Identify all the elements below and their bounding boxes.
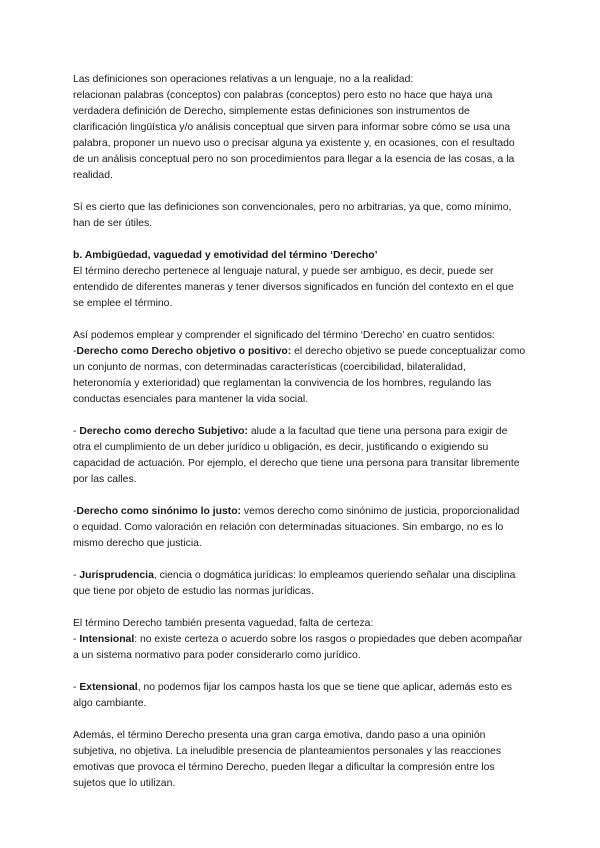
sense-text: alude a la facultad que tiene una persona para exigir de otra el cumplimiento de un deber jurídico u obligación, es decir, justificando o exigiendo su capacidad de actuación. Por ejemplo, el derecho que tiene una persona para transitar libremente por las calles.	[73, 426, 520, 485]
section-heading: b. Ambigüedad, vaguedad y emotividad del término ‘Derecho’	[73, 250, 378, 261]
sense-prefix: -	[73, 426, 80, 437]
paragraph-emotive-charge: Además, el término Derecho presenta una gran carga emotiva, dando paso a una opinión subjetiva, no objetiva. La ineludible presencia de planteamientos personales y las reacciones emotivas que provoca el término Derecho, pueden llegar a dificultar la compresión entre los sujetos que lo utilizan.	[73, 730, 502, 789]
sense-prefix: -	[73, 506, 77, 517]
item-text: , no podemos fijar los campos hasta los que se tiene que aplicar, además esto es algo cambiante.	[73, 682, 512, 709]
paragraph-definitions	[73, 72, 526, 184]
sense-text: , ciencia o dogmática jurídicas: lo empleamos queriendo señalar una disciplina que tiene por objeto de estudio las normas jurídicas.	[73, 570, 516, 597]
item-text: : no existe certeza o acuerdo sobre los rasgos o propiedades que deben acompañar a un sistema normativo para poder considerarlo como jurídico.	[73, 634, 523, 661]
vagueness-extensional	[73, 680, 526, 712]
vagueness-intro: El término Derecho también presenta vaguedad, falta de certeza:	[73, 618, 374, 629]
item-prefix: -	[73, 634, 80, 645]
paragraph-conventional: Sí es cierto que las definiciones son convencionales, pero no arbitrarias, ya que, como mínimo, han de ser útiles.	[73, 202, 512, 229]
paragraph-four-senses-intro: Así podemos emplear y comprender el significado del término ‘Derecho’ en cuatro sentidos:	[73, 330, 495, 341]
vagueness-intensional	[73, 632, 526, 664]
sense-text: el derecho objetivo se puede conceptualizar como un conjunto de normas, con determinadas características (coercibilidad, bilateralidad, heteronomía y exterioridad) que reglamentan la convivencia de los hombres, regulando las conductas esenciales para mantener la vida social.	[73, 346, 526, 405]
sense-prefix: -	[73, 570, 80, 581]
sense-prefix: -	[73, 346, 77, 357]
paragraph-line: relacionan palabras (conceptos) con palabras (conceptos) pero esto no hace que haya una verdadera definición de Derecho, simplemente estas definiciones son instrumentos de clarificación lingüística y/o análisis conceptual que sirven para informar sobre cómo se usa una palabra, proponer un nuevo uso o precisar alguna ya existente y, en ocasiones, con el resultado de un análisis conceptual pero no son procedimientos para llegar a la esencia de las cosas, a la realidad.	[73, 90, 515, 181]
vagueness-block	[73, 616, 526, 664]
paragraph-natural-language: El término derecho pertenece al lenguaje natural, y puede ser ambiguo, es decir, puede ser entendido de diferentes maneras y tener diversos significados en función del contexto en el que se emplee el término.	[73, 266, 514, 309]
sense-text: vemos derecho como sinónimo de justicia, proporcionalidad o equidad. Como valoración en relación con determinadas situaciones. Sin embargo, no es lo mismo derecho que justicia.	[73, 506, 520, 549]
sense-justice	[73, 504, 526, 552]
sense-title: Derecho como Derecho objetivo o positivo:	[76, 346, 292, 357]
sense-title: Jurisprudencia	[79, 570, 154, 581]
sense-title: Derecho como sinónimo lo justo:	[76, 506, 241, 517]
item-title: Extensional	[79, 682, 138, 693]
sense-objective-law	[73, 344, 526, 408]
sense-subjective-law	[73, 424, 526, 488]
sense-jurisprudence	[73, 568, 526, 600]
item-title: Intensional	[79, 634, 135, 645]
paragraph-line: Las definiciones son operaciones relativas a un lenguaje, no a la realidad:	[73, 74, 414, 85]
sense-title: Derecho como derecho Subjetivo:	[79, 426, 248, 437]
item-prefix: -	[73, 682, 80, 693]
